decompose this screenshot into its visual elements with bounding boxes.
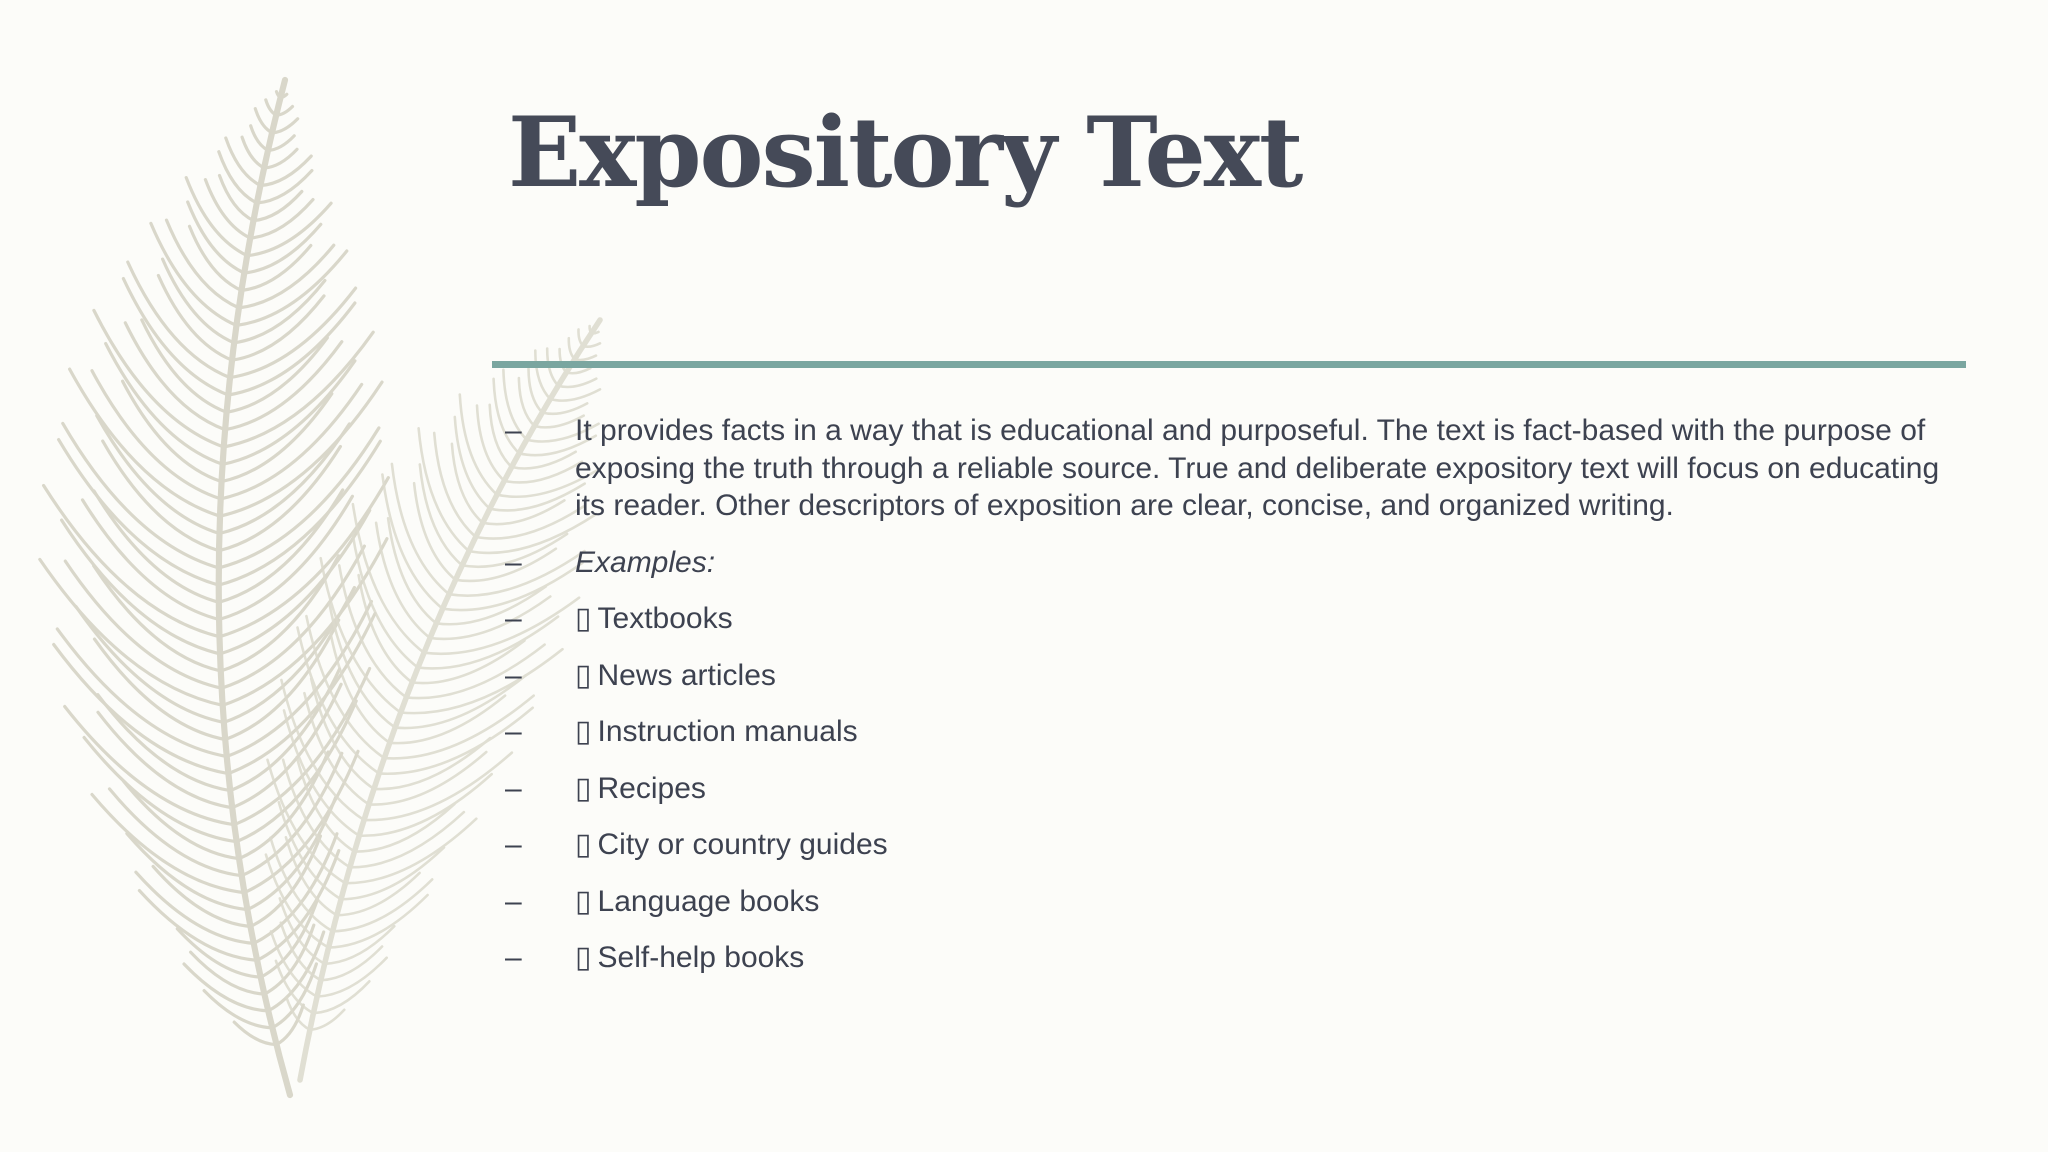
list-item bbox=[505, 713, 1965, 751]
missing-glyph-icon: ▯ bbox=[575, 771, 592, 805]
bullet-dash: – bbox=[505, 414, 522, 447]
missing-glyph-icon: ▯ bbox=[575, 828, 592, 861]
bullet-dash: – bbox=[505, 828, 522, 861]
bullet-list bbox=[505, 412, 1965, 996]
list-item bbox=[505, 883, 1965, 921]
description-text: It provides facts in a way that is educational and purposeful. The text is fact-based with the purpose of exposing the truth through a reliable source. True and deliberate expository text will focus on educating its reader. Other descriptors of exposition are clear, concise, and organized writing. bbox=[575, 414, 1940, 522]
bullet-dash: – bbox=[505, 884, 522, 918]
list-item bbox=[505, 939, 1965, 977]
list-item bbox=[505, 412, 1965, 525]
missing-glyph-icon: ▯ bbox=[575, 658, 592, 692]
bullet-dash: – bbox=[505, 941, 522, 974]
list-item bbox=[505, 600, 1965, 638]
missing-glyph-icon: ▯ bbox=[575, 715, 592, 748]
bullet-dash: – bbox=[505, 771, 522, 805]
example-label: Recipes bbox=[597, 771, 706, 805]
list-item bbox=[505, 657, 1965, 695]
missing-glyph-icon: ▯ bbox=[575, 941, 592, 974]
example-label: Language books bbox=[597, 884, 820, 918]
title-divider bbox=[492, 361, 1966, 368]
example-label: Instruction manuals bbox=[597, 715, 858, 748]
bullet-dash: – bbox=[505, 545, 522, 579]
page-title: Expository Text bbox=[508, 96, 1302, 209]
example-label: Textbooks bbox=[597, 602, 733, 635]
list-item bbox=[505, 770, 1965, 808]
example-label: Self-help books bbox=[597, 941, 805, 974]
bullet-dash: – bbox=[505, 658, 522, 692]
missing-glyph-icon: ▯ bbox=[575, 602, 592, 635]
bullet-dash: – bbox=[505, 715, 522, 748]
missing-glyph-icon: ▯ bbox=[575, 884, 592, 918]
list-item bbox=[505, 826, 1965, 864]
bullet-dash: – bbox=[505, 602, 522, 635]
list-item bbox=[505, 544, 1965, 582]
example-label: City or country guides bbox=[597, 828, 888, 861]
example-label: News articles bbox=[597, 658, 776, 692]
examples-heading: Examples: bbox=[575, 545, 716, 579]
